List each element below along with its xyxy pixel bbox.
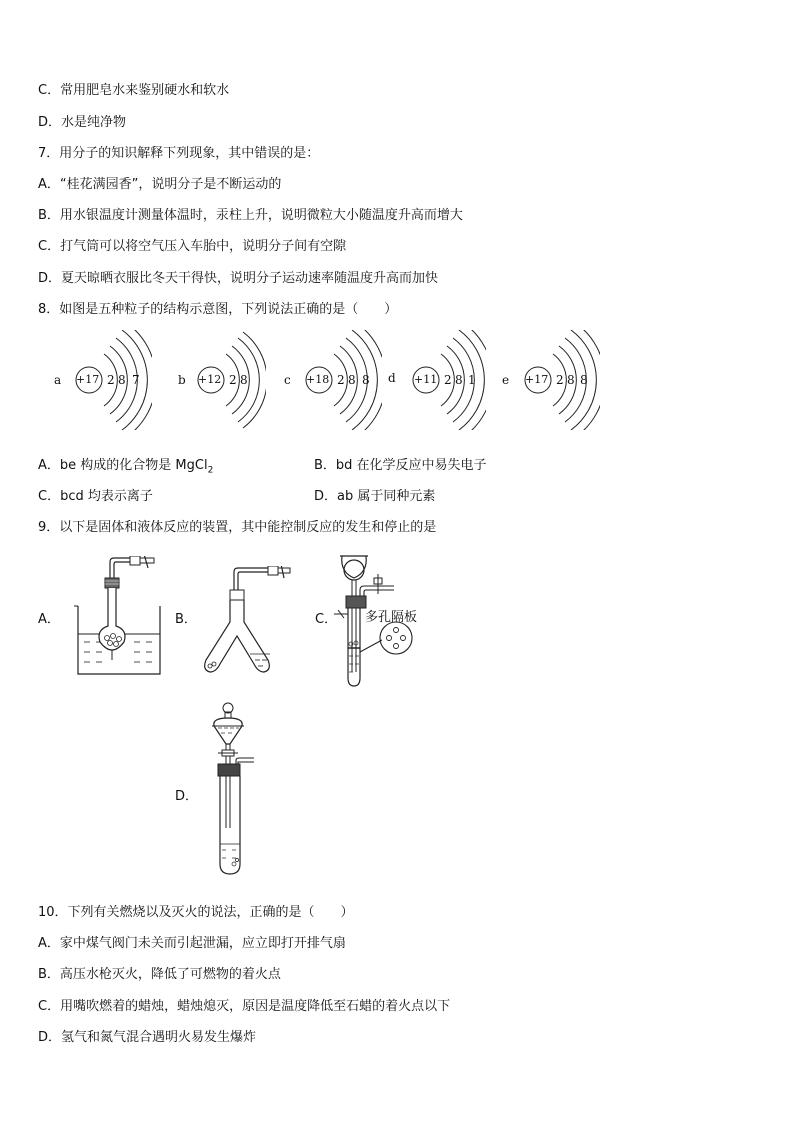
shell-2: 8 — [455, 373, 463, 387]
apparatus-a-label: A． — [38, 612, 60, 627]
apparatus-c-label: C． — [315, 612, 338, 627]
atom-a — [52, 330, 152, 430]
q7-option-c: C．打气筒可以将空气压入车胎中，说明分子间有空隙 — [38, 239, 347, 254]
shell-2: 8 — [118, 373, 126, 387]
shell-2: 8 — [240, 373, 248, 387]
q9-stem: 9．以下是固体和液体反应的装置，其中能控制反应的发生和停止的是 — [38, 520, 437, 535]
atom-d — [386, 330, 486, 430]
subscript: 2 — [207, 465, 214, 476]
nucleus-charge: +17 — [76, 373, 100, 386]
q7-option-a: A．“桂花满园香”，说明分子是不断运动的 — [38, 177, 282, 192]
atom-letter: b — [178, 373, 186, 387]
q6-option-d: D．水是纯净物 — [38, 115, 127, 130]
shell-3: 7 — [132, 373, 140, 387]
q8-option-a-text: A．be 构成的化合物是 MgCl — [38, 458, 208, 473]
q10-stem: 10．下列有关燃烧以及灭火的说法，正确的是（ ） — [38, 905, 354, 920]
q7-option-d: D．夏天晾晒衣服比冬天干得快，说明分子运动速率随温度升高而加快 — [38, 271, 439, 286]
shell-1: 2 — [107, 373, 115, 387]
shell-2: 8 — [567, 373, 575, 387]
atom-diagrams — [0, 330, 794, 430]
q10-option-a: A．家中煤气阀门未关而引起泄漏，应立即打开排气扇 — [38, 936, 346, 951]
shell-2: 8 — [348, 373, 356, 387]
q8-option-d: D．ab 属于同种元素 — [314, 489, 436, 504]
atom-letter: d — [388, 371, 396, 385]
shell-3: 1 — [468, 373, 476, 387]
q10-option-d: D．氢气和氮气混合遇明火易发生爆炸 — [38, 1030, 257, 1045]
apparatus-b-y-tube — [200, 566, 300, 678]
nucleus-charge: +18 — [306, 373, 330, 386]
q8-stem: 8．如图是五种粒子的结构示意图，下列说法正确的是（ ） — [38, 302, 398, 317]
shell-1: 2 — [556, 373, 564, 387]
q10-option-c: C．用嘴吹燃着的蜡烛，蜡烛熄灭，原因是温度降低至石蜡的着火点以下 — [38, 999, 451, 1014]
q7-stem: 7．用分子的知识解释下列现象，其中错误的是： — [38, 146, 320, 161]
apparatus-d-label: D． — [175, 789, 199, 804]
q10-option-b: B．高压水枪灭火，降低了可燃物的着火点 — [38, 967, 281, 982]
atom-letter: a — [54, 373, 62, 387]
apparatus-a-beaker — [72, 556, 172, 680]
shell-1: 2 — [229, 373, 237, 387]
nucleus-charge: +17 — [525, 373, 549, 386]
apparatus-b-label: B． — [175, 612, 197, 627]
shell-1: 2 — [444, 373, 452, 387]
atom-e — [500, 330, 600, 430]
q7-option-b: B．用水银温度计测量体温时，汞柱上升，说明微粒大小随温度升高而增大 — [38, 208, 463, 223]
q8-option-c: C．bcd 均表示离子 — [38, 489, 153, 504]
nucleus-charge: +12 — [198, 373, 222, 386]
shell-3: 8 — [362, 373, 370, 387]
atom-b — [176, 330, 266, 430]
atom-c — [282, 330, 382, 430]
shell-3: 8 — [580, 373, 588, 387]
shell-1: 2 — [337, 373, 345, 387]
q6-option-c: C．常用肥皂水来鉴别硬水和软水 — [38, 83, 230, 98]
nucleus-charge: +11 — [414, 373, 438, 386]
atom-letter: c — [284, 373, 291, 387]
q8-option-a — [38, 457, 213, 480]
atom-letter: e — [502, 373, 510, 387]
perforated-plate-label: 多孔隔板 — [365, 610, 418, 625]
apparatus-d-dropping-funnel — [204, 698, 274, 880]
q8-option-b: B．bd 在化学反应中易失电子 — [314, 458, 487, 473]
